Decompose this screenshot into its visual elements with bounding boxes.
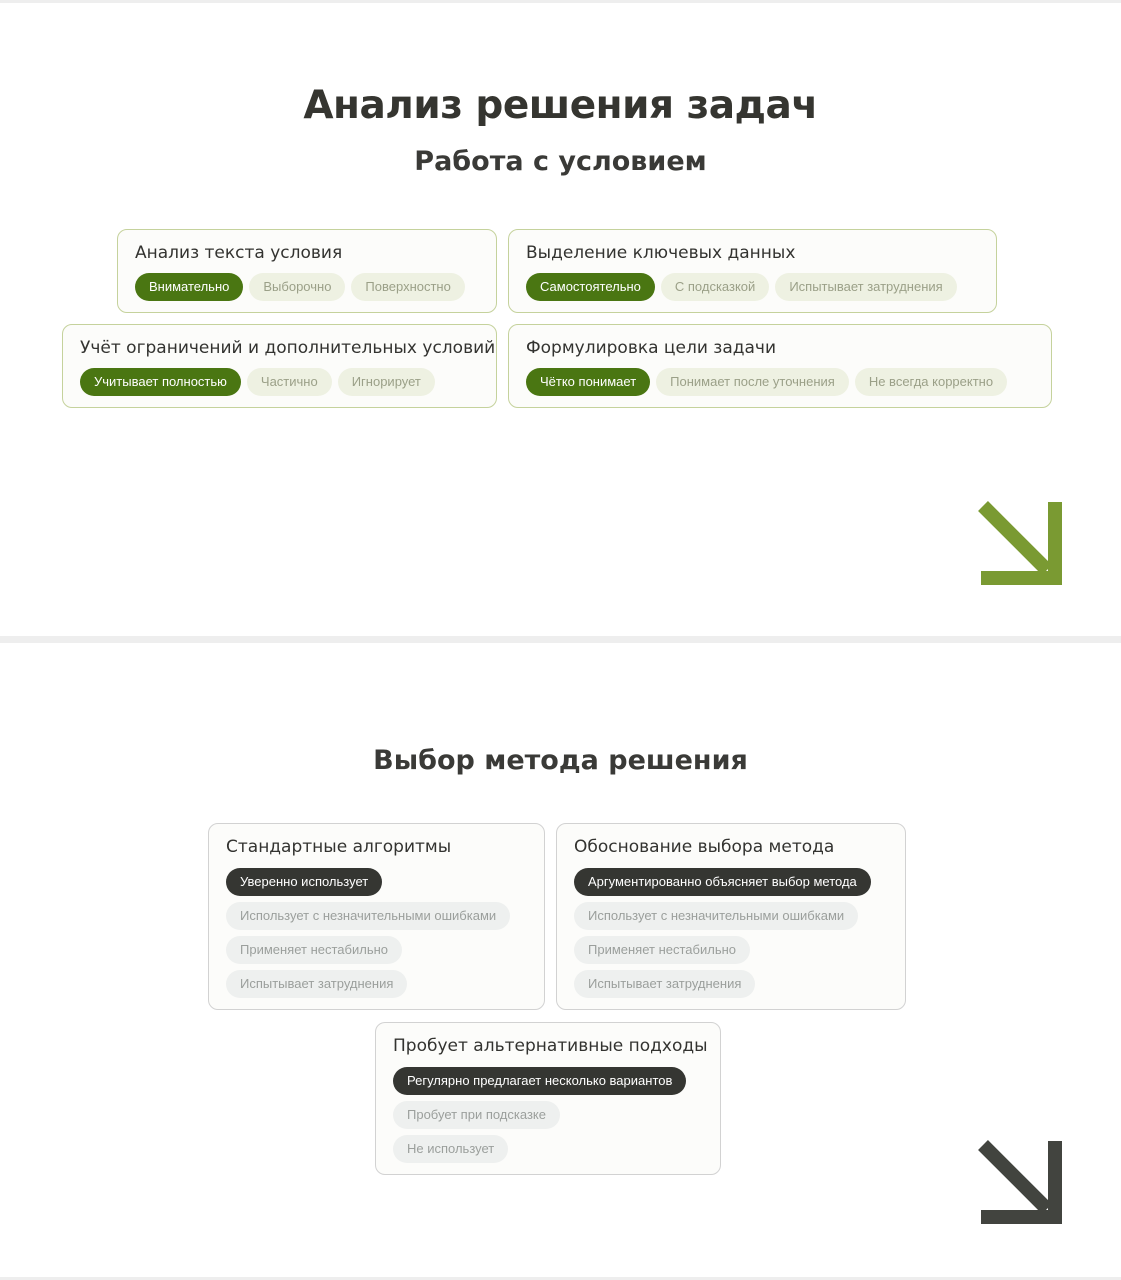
arrow-down-right-icon[interactable] [973, 1135, 1065, 1227]
level-tag-selected[interactable]: Регулярно предлагает несколько вариантов [393, 1067, 686, 1095]
criterion-card-method-justification [556, 823, 906, 1010]
page-title: Анализ решения задач [303, 83, 818, 128]
section-title: Работа с условием [414, 146, 707, 177]
level-tag[interactable]: Применяет нестабильно [574, 936, 750, 964]
criterion-title: Анализ текста условия [135, 243, 343, 263]
criterion-card-constraints [62, 324, 497, 408]
level-tag[interactable]: Испытывает затруднения [574, 970, 755, 998]
level-tag[interactable]: Применяет нестабильно [226, 936, 402, 964]
level-tag[interactable]: Использует с незначительными ошибками [574, 902, 858, 930]
level-tag-selected[interactable]: Уверенно использует [226, 868, 382, 896]
criterion-card-text-analysis [117, 229, 497, 313]
level-tag[interactable]: Поверхностно [351, 273, 464, 301]
level-tag[interactable]: Использует с незначительными ошибками [226, 902, 510, 930]
level-tag-selected[interactable]: Аргументированно объясняет выбор метода [574, 868, 871, 896]
level-tag-selected[interactable]: Самостоятельно [526, 273, 655, 301]
level-tag-selected[interactable]: Чётко понимает [526, 368, 650, 396]
level-tag[interactable]: Испытывает затруднения [226, 970, 407, 998]
criterion-title: Учёт ограничений и дополнительных условий [80, 338, 496, 358]
criterion-title: Стандартные алгоритмы [226, 837, 452, 857]
level-tag[interactable]: С подсказкой [661, 273, 769, 301]
level-tag[interactable]: Испытывает затруднения [775, 273, 956, 301]
slide-method-choice [0, 643, 1121, 1277]
criterion-card-standard-algorithms [208, 823, 545, 1010]
level-tag-selected[interactable]: Учитывает полностью [80, 368, 241, 396]
arrow-down-right-icon[interactable] [973, 496, 1065, 588]
level-tag[interactable]: Понимает после уточнения [656, 368, 849, 396]
level-tag-selected[interactable]: Внимательно [135, 273, 243, 301]
level-tag[interactable]: Пробует при подсказке [393, 1101, 560, 1129]
level-tag[interactable]: Выборочно [249, 273, 345, 301]
criterion-title: Пробует альтернативные подходы [393, 1036, 708, 1056]
criterion-title: Обоснование выбора метода [574, 837, 835, 857]
level-tag[interactable]: Не использует [393, 1135, 508, 1163]
level-tag[interactable]: Игнорирует [338, 368, 435, 396]
criterion-card-task-goal [508, 324, 1052, 408]
criterion-title: Формулировка цели задачи [526, 338, 776, 358]
criterion-title: Выделение ключевых данных [526, 243, 796, 263]
level-tag[interactable]: Не всегда корректно [855, 368, 1007, 396]
section-title: Выбор метода решения [373, 745, 748, 776]
criterion-card-key-data [508, 229, 997, 313]
slide-condition-analysis [0, 3, 1121, 636]
criterion-card-alternative-approaches [375, 1022, 721, 1175]
level-tag[interactable]: Частично [247, 368, 332, 396]
